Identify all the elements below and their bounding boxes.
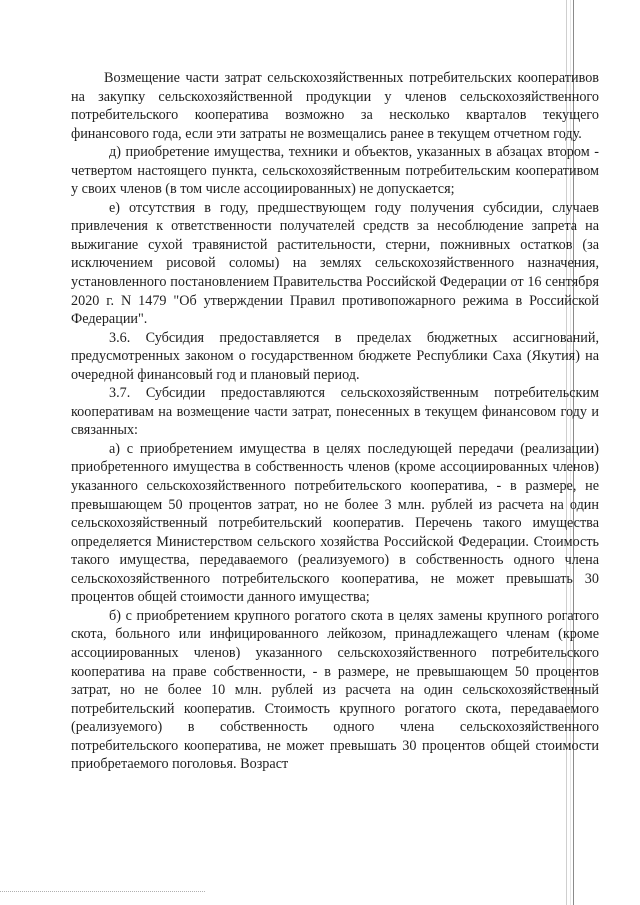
paragraph-compensation: Возмещение части затрат сельскохозяйственных потребительских кооперативов на закупку сельскохозяйственной продукции у членов сельскохозяйственного потребительского кооператива возможно за несколько кварталов текущего финансового года, если эти затраты не возмещались ранее в текущем отчетном году. [71,70,599,142]
paragraph-3-7: 3.7. Субсидии предоставляются сельскохозяйственным потребительским кооперативам на возмещение части затрат, понесенных в текущем финансовом году и связанных: [71,385,599,439]
paragraph-item-b: б) с приобретением крупного рогатого скота в целях замены крупного рогатого скота, больного или инфицированного лейкозом, принадлежащего членам (кроме ассоциированных членов) указанного сельскохозяйственного потребительского кооператива на праве собственности, - в размере, не превышающем 50 процентов затрат, но не более 10 млн. рублей из расчета на один сельскохозяйственный потребительский кооператив. Стоимость крупного рогатого скота, передаваемого (реализуемого) в собственность одного члена сельскохозяйственного потребительского кооператива, не может превышать 30 процентов общей стоимости приобретаемого поголовья. Возраст [71,607,599,773]
paragraph-item-a: а) с приобретением имущества в целях последующей передачи (реализации) приобретенного имущества в собственность членов (кроме ассоциированных членов) указанного сельскохозяйственного потребительского кооператива, - в размере, не превышающем 50 процентов затрат, но не более 3 млн. рублей из расчета на один сельскохозяйственный потребительский кооператив. Перечень такого имущества определяется Министерством сельского хозяйства Российской Федерации. Стоимость такого имущества, передаваемого (реализуемого) в собственность одного члена сельскохозяйственного потребительского кооператива, не может превышать 30 процентов общей стоимости данного имущества; [71,440,599,606]
paragraph-item-d: д) приобретение имущества, техники и объектов, указанных в абзацах втором - четвертом настоящего пункта, сельскохозяйственным потребительским кооперативом у своих членов (в том числе ассоциированных) не допускается; [71,144,599,198]
document-body [71,69,599,774]
paragraph-item-e: е) отсутствия в году, предшествующем году получения субсидии, случаев привлечения к ответственности получателей средств за несоблюдение запрета на выжигание сухой травянистой растительности, стерни, пожнивных остатков (за исключением рисовой соломы) на землях сельскохозяйственного назначения, установленного постановлением Правительства Российской Федерации от 16 сентября 2020 г. N 1479 "Об утверждении Правил противопожарного режима в Российской Федерации". [71,199,599,328]
footer-divider [0,891,205,892]
paragraph-3-6: 3.6. Субсидия предоставляется в пределах бюджетных ассигнований, предусмотренных законом о государственном бюджете Республики Саха (Якутия) на очередной финансовый год и плановый период. [71,329,599,383]
